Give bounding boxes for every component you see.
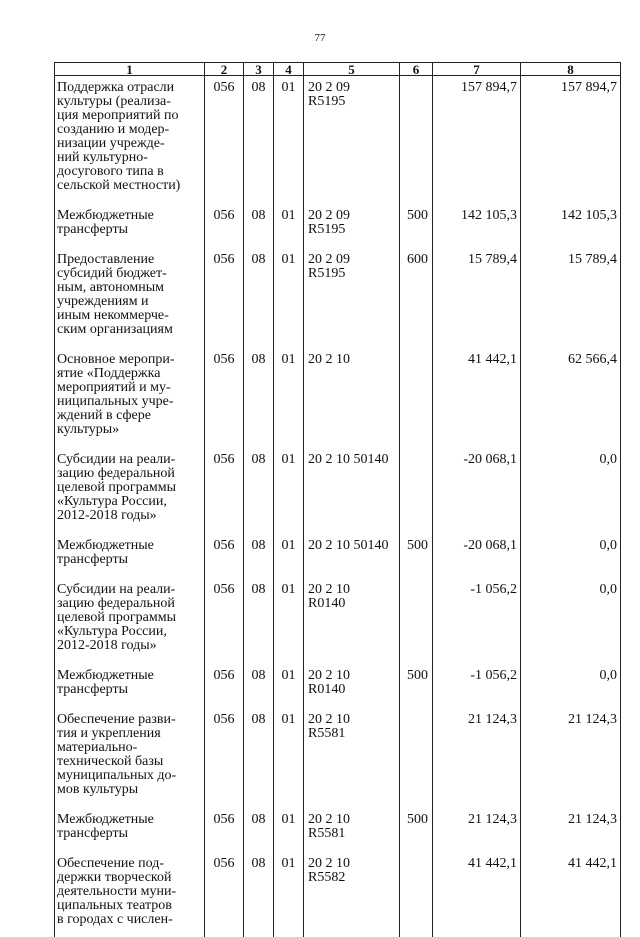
table-row	[55, 447, 621, 533]
cell-sum-1: -1 056,2	[433, 577, 521, 663]
table-row	[55, 851, 621, 937]
cell-ved: 056	[205, 203, 244, 247]
cell-vr	[400, 851, 433, 937]
cell-rz: 08	[244, 76, 274, 204]
table-row	[55, 663, 621, 707]
cell-rz: 08	[244, 663, 274, 707]
name-line: низации учрежде-	[57, 137, 201, 151]
cell-pr: 01	[274, 663, 304, 707]
cell-pr: 01	[274, 851, 304, 937]
table-body	[55, 76, 621, 937]
csr-line: R0140	[308, 683, 396, 697]
cell-ved: 056	[205, 533, 244, 577]
cell-sum-2: 41 442,1	[521, 851, 621, 937]
cell-csr	[304, 851, 400, 937]
name-line: субсидий бюджет-	[57, 267, 201, 281]
table-row	[55, 807, 621, 851]
cell-vr: 500	[400, 203, 433, 247]
header-col-5: 5	[304, 63, 400, 76]
cell-rz: 08	[244, 577, 274, 663]
csr-line: R0140	[308, 597, 396, 611]
name-line: Субсидии на реали-	[57, 583, 201, 597]
cell-csr	[304, 807, 400, 851]
name-line: «Культура России,	[57, 625, 201, 639]
cell-sum-2: 0,0	[521, 533, 621, 577]
cell-name	[55, 851, 205, 937]
csr-line: 20 2 09	[308, 253, 396, 267]
csr-line: 20 2 10 50140	[308, 539, 396, 553]
name-line: деятельности муни-	[57, 885, 201, 899]
name-line: ниципальных учре-	[57, 395, 201, 409]
page-number: 77	[0, 32, 640, 44]
csr-line: 20 2 10 50140	[308, 453, 396, 467]
name-line: созданию и модер-	[57, 123, 201, 137]
cell-csr	[304, 663, 400, 707]
cell-rz: 08	[244, 347, 274, 447]
header-col-7: 7	[433, 63, 521, 76]
cell-sum-2: 157 894,7	[521, 76, 621, 204]
cell-csr	[304, 707, 400, 807]
name-line: трансферты	[57, 223, 201, 237]
cell-ved: 056	[205, 577, 244, 663]
table-row	[55, 533, 621, 577]
table-row	[55, 247, 621, 347]
cell-sum-2: 0,0	[521, 577, 621, 663]
cell-sum-2: 21 124,3	[521, 707, 621, 807]
name-line: зацию федеральной	[57, 467, 201, 481]
cell-rz: 08	[244, 447, 274, 533]
cell-name	[55, 247, 205, 347]
cell-name	[55, 76, 205, 204]
csr-line: 20 2 10	[308, 583, 396, 597]
cell-csr	[304, 247, 400, 347]
name-line: 2012-2018 годы»	[57, 639, 201, 653]
cell-ved: 056	[205, 851, 244, 937]
cell-sum-2: 62 566,4	[521, 347, 621, 447]
cell-name	[55, 663, 205, 707]
name-line: «Культура России,	[57, 495, 201, 509]
csr-line: R5581	[308, 827, 396, 841]
name-line: ция мероприятий по	[57, 109, 201, 123]
name-line: Межбюджетные	[57, 539, 201, 553]
header-col-6: 6	[400, 63, 433, 76]
csr-line: R5195	[308, 95, 396, 109]
table-row	[55, 577, 621, 663]
header-col-2: 2	[205, 63, 244, 76]
cell-sum-1: -20 068,1	[433, 447, 521, 533]
name-line: держки творческой	[57, 871, 201, 885]
name-line: культуры»	[57, 423, 201, 437]
header-col-3: 3	[244, 63, 274, 76]
cell-ved: 056	[205, 447, 244, 533]
cell-sum-2: 142 105,3	[521, 203, 621, 247]
csr-line: R5582	[308, 871, 396, 885]
cell-csr	[304, 533, 400, 577]
name-line: Межбюджетные	[57, 209, 201, 223]
name-line: Основное меропри-	[57, 353, 201, 367]
cell-rz: 08	[244, 851, 274, 937]
cell-name	[55, 203, 205, 247]
cell-rz: 08	[244, 707, 274, 807]
cell-vr: 600	[400, 247, 433, 347]
name-line: Предоставление	[57, 253, 201, 267]
cell-ved: 056	[205, 707, 244, 807]
cell-vr	[400, 347, 433, 447]
name-line: трансферты	[57, 827, 201, 841]
cell-sum-1: 21 124,3	[433, 807, 521, 851]
name-line: трансферты	[57, 683, 201, 697]
name-line: ским организациям	[57, 323, 201, 337]
cell-ved: 056	[205, 347, 244, 447]
name-line: зацию федеральной	[57, 597, 201, 611]
name-line: мероприятий и му-	[57, 381, 201, 395]
csr-line: 20 2 09	[308, 81, 396, 95]
name-line: целевой программы	[57, 611, 201, 625]
cell-pr: 01	[274, 707, 304, 807]
csr-line: 20 2 10	[308, 669, 396, 683]
name-line: технической базы	[57, 755, 201, 769]
header-col-8: 8	[521, 63, 621, 76]
name-line: ний культурно-	[57, 151, 201, 165]
cell-vr	[400, 577, 433, 663]
name-line: ждений в сфере	[57, 409, 201, 423]
cell-vr	[400, 76, 433, 204]
table-row	[55, 203, 621, 247]
cell-vr: 500	[400, 807, 433, 851]
name-line: ным, автономным	[57, 281, 201, 295]
csr-line: 20 2 09	[308, 209, 396, 223]
cell-ved: 056	[205, 247, 244, 347]
cell-sum-1: 21 124,3	[433, 707, 521, 807]
cell-pr: 01	[274, 203, 304, 247]
name-line: Поддержка отрасли	[57, 81, 201, 95]
cell-sum-1: 157 894,7	[433, 76, 521, 204]
name-line: ятие «Поддержка	[57, 367, 201, 381]
csr-line: 20 2 10	[308, 353, 396, 367]
name-line: Межбюджетные	[57, 813, 201, 827]
csr-line: 20 2 10	[308, 813, 396, 827]
name-line: Обеспечение под-	[57, 857, 201, 871]
cell-sum-2: 21 124,3	[521, 807, 621, 851]
cell-name	[55, 707, 205, 807]
name-line: культуры (реализа-	[57, 95, 201, 109]
cell-vr: 500	[400, 533, 433, 577]
name-line: учреждениям и	[57, 295, 201, 309]
cell-sum-1: -20 068,1	[433, 533, 521, 577]
name-line: трансферты	[57, 553, 201, 567]
cell-name	[55, 577, 205, 663]
cell-pr: 01	[274, 347, 304, 447]
name-line: 2012-2018 годы»	[57, 509, 201, 523]
name-line: мов культуры	[57, 783, 201, 797]
csr-line: R5581	[308, 727, 396, 741]
cell-vr: 500	[400, 663, 433, 707]
cell-sum-1: 15 789,4	[433, 247, 521, 347]
cell-csr	[304, 76, 400, 204]
cell-sum-2: 0,0	[521, 447, 621, 533]
name-line: Обеспечение разви-	[57, 713, 201, 727]
table-header-row	[55, 63, 621, 76]
name-line: досугового типа в	[57, 165, 201, 179]
cell-name	[55, 347, 205, 447]
csr-line: 20 2 10	[308, 713, 396, 727]
name-line: Субсидии на реали-	[57, 453, 201, 467]
name-line: материально-	[57, 741, 201, 755]
name-line: в городах с числен-	[57, 913, 201, 927]
table-row	[55, 347, 621, 447]
name-line: иным некоммерче-	[57, 309, 201, 323]
cell-pr: 01	[274, 247, 304, 347]
name-line: сельской местности)	[57, 179, 201, 193]
cell-name	[55, 447, 205, 533]
cell-sum-2: 15 789,4	[521, 247, 621, 347]
table-row	[55, 707, 621, 807]
cell-rz: 08	[244, 203, 274, 247]
budget-table	[54, 62, 621, 937]
cell-sum-1: 41 442,1	[433, 851, 521, 937]
cell-vr	[400, 447, 433, 533]
cell-sum-2: 0,0	[521, 663, 621, 707]
header-col-1: 1	[55, 63, 205, 76]
cell-pr: 01	[274, 447, 304, 533]
cell-csr	[304, 203, 400, 247]
name-line: муниципальных до-	[57, 769, 201, 783]
name-line: тия и укрепления	[57, 727, 201, 741]
cell-sum-1: -1 056,2	[433, 663, 521, 707]
cell-rz: 08	[244, 247, 274, 347]
cell-name	[55, 533, 205, 577]
cell-pr: 01	[274, 76, 304, 204]
cell-sum-1: 142 105,3	[433, 203, 521, 247]
cell-ved: 056	[205, 663, 244, 707]
cell-ved: 056	[205, 807, 244, 851]
table-row	[55, 76, 621, 204]
cell-rz: 08	[244, 533, 274, 577]
cell-sum-1: 41 442,1	[433, 347, 521, 447]
name-line: целевой программы	[57, 481, 201, 495]
cell-name	[55, 807, 205, 851]
header-col-4: 4	[274, 63, 304, 76]
cell-csr	[304, 347, 400, 447]
csr-line: R5195	[308, 267, 396, 281]
cell-csr	[304, 447, 400, 533]
name-line: ципальных театров	[57, 899, 201, 913]
csr-line: R5195	[308, 223, 396, 237]
cell-ved: 056	[205, 76, 244, 204]
cell-rz: 08	[244, 807, 274, 851]
cell-pr: 01	[274, 577, 304, 663]
cell-pr: 01	[274, 533, 304, 577]
cell-csr	[304, 577, 400, 663]
name-line: Межбюджетные	[57, 669, 201, 683]
cell-vr	[400, 707, 433, 807]
csr-line: 20 2 10	[308, 857, 396, 871]
cell-pr: 01	[274, 807, 304, 851]
